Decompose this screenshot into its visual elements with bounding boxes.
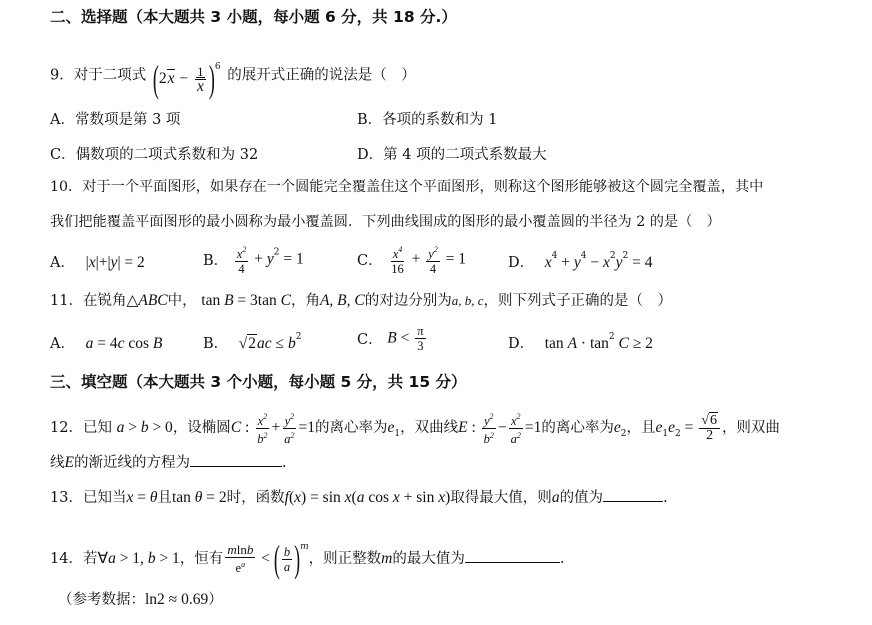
q9-number: 9．: [50, 67, 74, 84]
q10-option-c: C． $\frac{x^4}{16}$ + $\frac{y^2}{4}$ = 1: [357, 245, 467, 276]
q14-answer-blank[interactable]: [465, 548, 560, 563]
question-13: 13．已知当x = θ且tan θ = 2时，函数f(x) = sin x(a cos x + sin x)取得最大值，则a的值为 .: [50, 489, 668, 506]
q11-option-c: C． B < $\frac{\pi}{3}$: [357, 324, 424, 353]
question-10-line-1: 10．对于一个平面图形，如果存在一个圆能完全覆盖住这个平面图形，则称这个图形能够被这个圆完全覆盖，其中: [50, 179, 764, 195]
section-2-heading: 二、选择题（本大题共 3 小题，每小题 6 分，共 18 分.）: [50, 8, 457, 26]
question-9: [50, 57, 416, 100]
q13-answer-blank[interactable]: [603, 487, 663, 502]
q9-prefix: 对于二项式: [73, 67, 147, 84]
q10-option-b: B． $\frac{x^2}{4}$ + $y^2 = 1$: [203, 245, 304, 276]
question-14: 14．若∀a > 1, b > 1，恒有 $\frac{mlnb}{e^a}$ < ( $\frac{b}{a}$ )$^m$，则正整数m的最大值为 .: [50, 538, 565, 580]
q9-binomial-expression: (2x − $\frac{1}{x}$ )$^6$: [152, 58, 221, 100]
q10-option-d: D． $x^4 + y^4 - x^2y^2 = 4$: [508, 251, 653, 271]
q12-answer-blank[interactable]: [190, 452, 282, 467]
section-3-heading: 三、填空题（本大题共 3 个小题，每小题 5 分，共 15 分）: [50, 373, 467, 391]
q11-option-d: D． $\tan A \cdot \tan^2 C \ge 2$: [508, 332, 653, 352]
q10-option-a: A． |x|+|y| = 2: [50, 254, 145, 271]
q9-option-c: C．偶数项的二项式系数和为 32: [50, 147, 259, 163]
reference-data: （参考数据：ln2 ≈ 0.69）: [58, 591, 223, 608]
q9-option-b: B．各项的系数和为 1: [357, 112, 498, 128]
question-12-line-1: 12．已知 a > b > 0，设椭圆C : $\frac{x^2}{b^2}$ + $\frac{y^2}{a^2}$ =1的离心率为$e_1$，双曲线E : $\frac{y^2}{b^2}$ − $\frac{x^2}{a^2}$ =1的离心率为$e_2$，且$e_1e_2$ = $\frac{√6}{2}$ ，则双曲: [50, 412, 780, 446]
q11-option-a: A． a = 4c cos B: [50, 335, 163, 352]
q9-suffix: 的展开式正确的说法是（ ）: [227, 67, 416, 84]
question-11: 11．在锐角△ABC中， tan B = 3tan C，角A, B, C的对边分别为a, b, c，则下列式子正确的是（ ）: [50, 292, 673, 309]
question-12-line-2: 线E的渐近线的方程为 .: [50, 454, 287, 471]
q9-option-a: A．常数项是第 3 项: [50, 112, 181, 128]
q9-option-d: D．第 4 项的二项式系数最大: [357, 147, 547, 163]
question-10-line-2: 我们把能覆盖平面图形的最小圆称为最小覆盖圆．下列曲线围成的图形的最小覆盖圆的半径为 2 的是（ ）: [50, 214, 721, 230]
q11-option-b: B． $√2ac \le b^2$: [203, 332, 302, 352]
